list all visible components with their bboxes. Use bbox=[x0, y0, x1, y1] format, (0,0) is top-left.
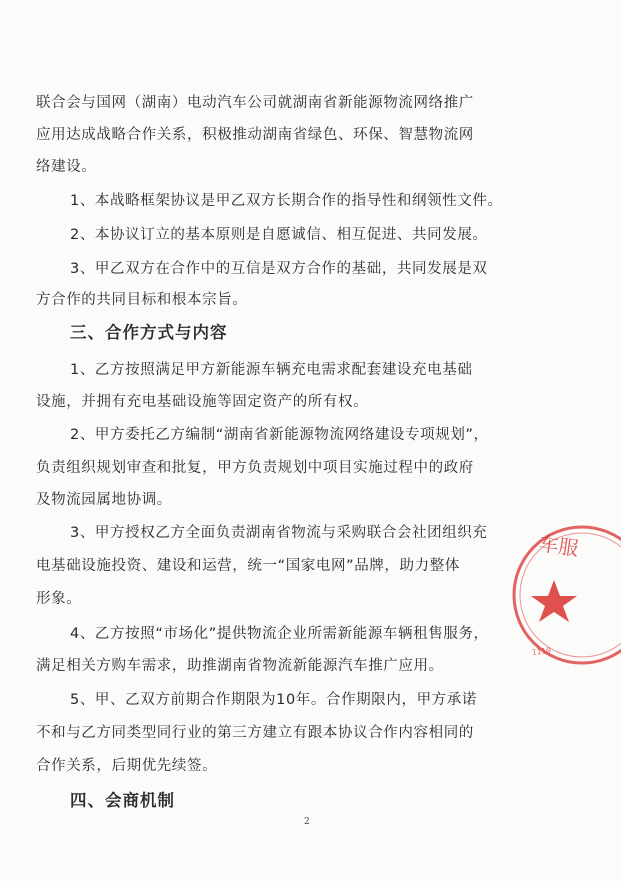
principle-1: 1、本战略框架协议是甲乙双方长期合作的指导性和纲领性文件。 bbox=[70, 193, 503, 209]
principle-3-line-2: 方合作的共同目标和根本宗旨。 bbox=[36, 292, 248, 308]
section-3-item-3-line-3: 形象。 bbox=[36, 591, 82, 607]
principle-3-line-1: 3、甲乙双方在合作中的互信是双方合作的基础，共同发展是双 bbox=[70, 261, 488, 277]
section-3-item-5-line-1: 5、甲、乙双方前期合作期限为10年。合作期限内，甲方承诺 bbox=[70, 692, 477, 708]
section-3-title: 三、合作方式与内容 bbox=[70, 323, 228, 342]
section-3-item-3-line-1: 3、甲方授权乙方全面负责湖南省物流与采购联合会社团组织充 bbox=[70, 525, 488, 541]
section-3-item-2-line-2: 负责组织规划审查和批复，甲方负责规划中项目实施过程中的政府 bbox=[36, 460, 474, 476]
section-3-item-4-line-1: 4、乙方按照“市场化”提供物流企业所需新能源车辆租售服务， bbox=[70, 626, 489, 642]
section-3-item-2-line-1: 2、甲方委托乙方编制“湖南省新能源物流网络建设专项规划”， bbox=[70, 427, 489, 443]
section-4-title: 四、会商机制 bbox=[70, 791, 175, 810]
section-3-item-1-line-1: 1、乙方按照满足甲方新能源车辆充电需求配套建设充电基础 bbox=[70, 362, 473, 378]
page-number: 2 bbox=[304, 817, 310, 827]
section-3-item-3-line-2: 电基础设施投资、建设和运营，统一“国家电网”品牌，助力整体 bbox=[36, 558, 460, 574]
principle-2: 2、本协议订立的基本原则是自愿诚信、相互促进、共同发展。 bbox=[70, 227, 488, 243]
section-3-item-5-line-3: 合作关系，后期优先续签。 bbox=[36, 758, 218, 774]
intro-line-1: 联合会与国网（湖南）电动汽车公司就湖南省新能源物流网络推广 bbox=[36, 95, 474, 111]
intro-line-2: 应用达成战略合作关系，积极推动湖南省绿色、环保、智慧物流网 bbox=[36, 127, 474, 143]
svg-text:1110: 1110 bbox=[531, 646, 552, 658]
section-3-item-1-line-2: 设施，并拥有充电基础设施等固定资产的所有权。 bbox=[36, 394, 369, 410]
svg-text:车服: 车服 bbox=[537, 531, 581, 561]
company-seal-stamp bbox=[512, 510, 621, 680]
section-3-item-5-line-2: 不和与乙方同类型同行业的第三方建立有跟本协议合作内容相同的 bbox=[36, 725, 474, 741]
section-3-item-2-line-3: 及物流园属地协调。 bbox=[36, 492, 172, 508]
section-3-item-4-line-2: 满足相关方购车需求，助推湖南省物流新能源汽车推广应用。 bbox=[36, 658, 444, 674]
intro-line-3: 络建设。 bbox=[36, 159, 97, 175]
